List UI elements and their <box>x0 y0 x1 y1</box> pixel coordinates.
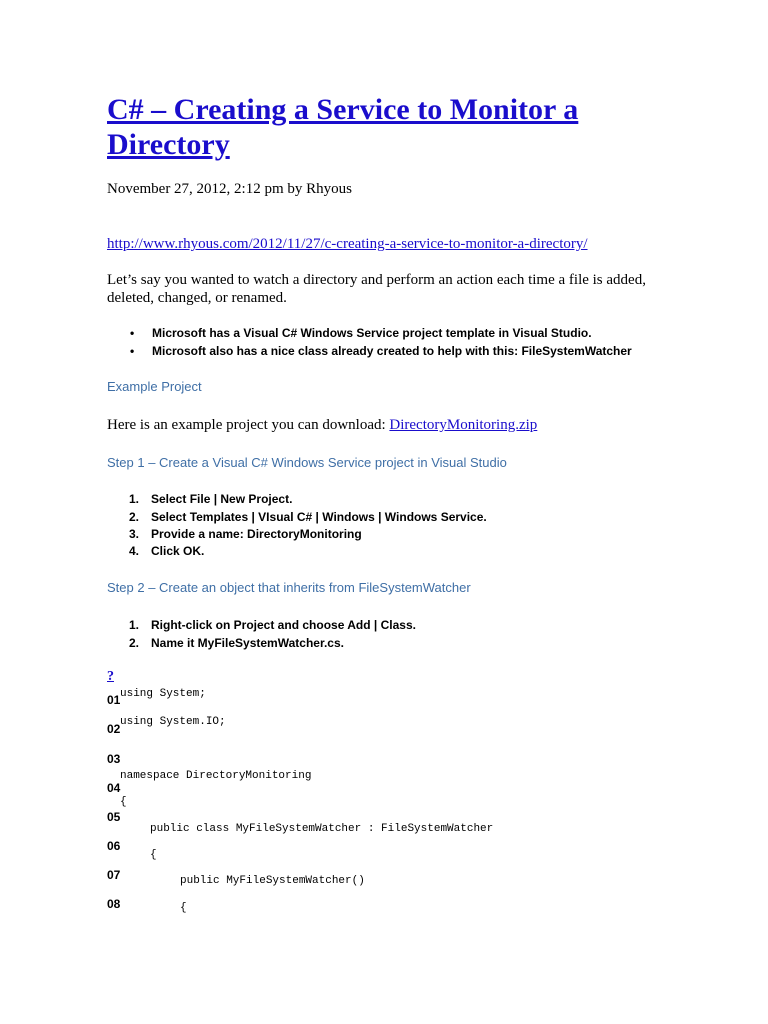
page-title[interactable]: C# – Creating a Service to Monitor a Directory <box>107 93 579 161</box>
bullet-text: Microsoft has a Visual C# Windows Service project template in Visual Studio. <box>152 326 592 340</box>
bullet-symbol: • <box>130 344 135 358</box>
post-meta: November 27, 2012, 2:12 pm by Rhyous <box>107 181 352 197</box>
list-text: Click OK. <box>151 544 205 558</box>
list-text: Right-click on Project and choose Add | Class. <box>151 618 416 632</box>
list-text: Select Templates | VIsual C# | Windows | Windows Service. <box>151 510 487 524</box>
code-line: public MyFileSystemWatcher() <box>180 875 365 887</box>
line-number: 03 <box>107 752 121 766</box>
list-text: Provide a name: DirectoryMonitoring <box>151 527 362 541</box>
line-number: 01 <box>107 693 121 707</box>
line-number: 07 <box>107 868 121 882</box>
list-number: 2. <box>129 636 140 650</box>
example-heading: Example Project <box>107 379 202 394</box>
line-number: 06 <box>107 839 121 853</box>
code-line: { <box>150 849 157 861</box>
intro-paragraph: Let’s say you wanted to watch a directory and perform an action each time a file is added, deleted, changed, or renamed. <box>107 272 646 306</box>
line-number: 05 <box>107 810 121 824</box>
list-number: 4. <box>129 544 140 558</box>
line-number: 02 <box>107 722 121 736</box>
code-help-link[interactable]: ? <box>107 669 114 684</box>
bullet-symbol: • <box>130 326 135 340</box>
step2-heading: Step 2 – Create an object that inherits from FileSystemWatcher <box>107 580 471 595</box>
code-line: using System; <box>120 688 206 700</box>
list-number: 2. <box>129 510 140 524</box>
list-text: Name it MyFileSystemWatcher.cs. <box>151 636 344 650</box>
line-number: 08 <box>107 897 121 911</box>
download-paragraph <box>107 417 537 434</box>
list-number: 3. <box>129 527 140 541</box>
list-text: Select File | New Project. <box>151 492 293 506</box>
step1-heading: Step 1 – Create a Visual C# Windows Service project in Visual Studio <box>107 455 507 470</box>
list-number: 1. <box>129 618 140 632</box>
code-line: namespace DirectoryMonitoring <box>120 770 312 782</box>
code-line: { <box>180 902 187 914</box>
code-line: using System.IO; <box>120 716 226 728</box>
code-line: public class MyFileSystemWatcher : FileSystemWatcher <box>150 823 494 835</box>
post-url-link[interactable]: http://www.rhyous.com/2012/11/27/c-creating-a-service-to-monitor-a-directory/ <box>107 236 588 252</box>
bullet-text: Microsoft also has a nice class already created to help with this: FileSystemWatcher <box>152 344 632 358</box>
line-number: 04 <box>107 781 121 795</box>
download-link[interactable]: DirectoryMonitoring.zip <box>389 417 538 433</box>
list-number: 1. <box>129 492 140 506</box>
download-text: Here is an example project you can download: <box>107 417 390 433</box>
code-line: { <box>120 796 127 808</box>
